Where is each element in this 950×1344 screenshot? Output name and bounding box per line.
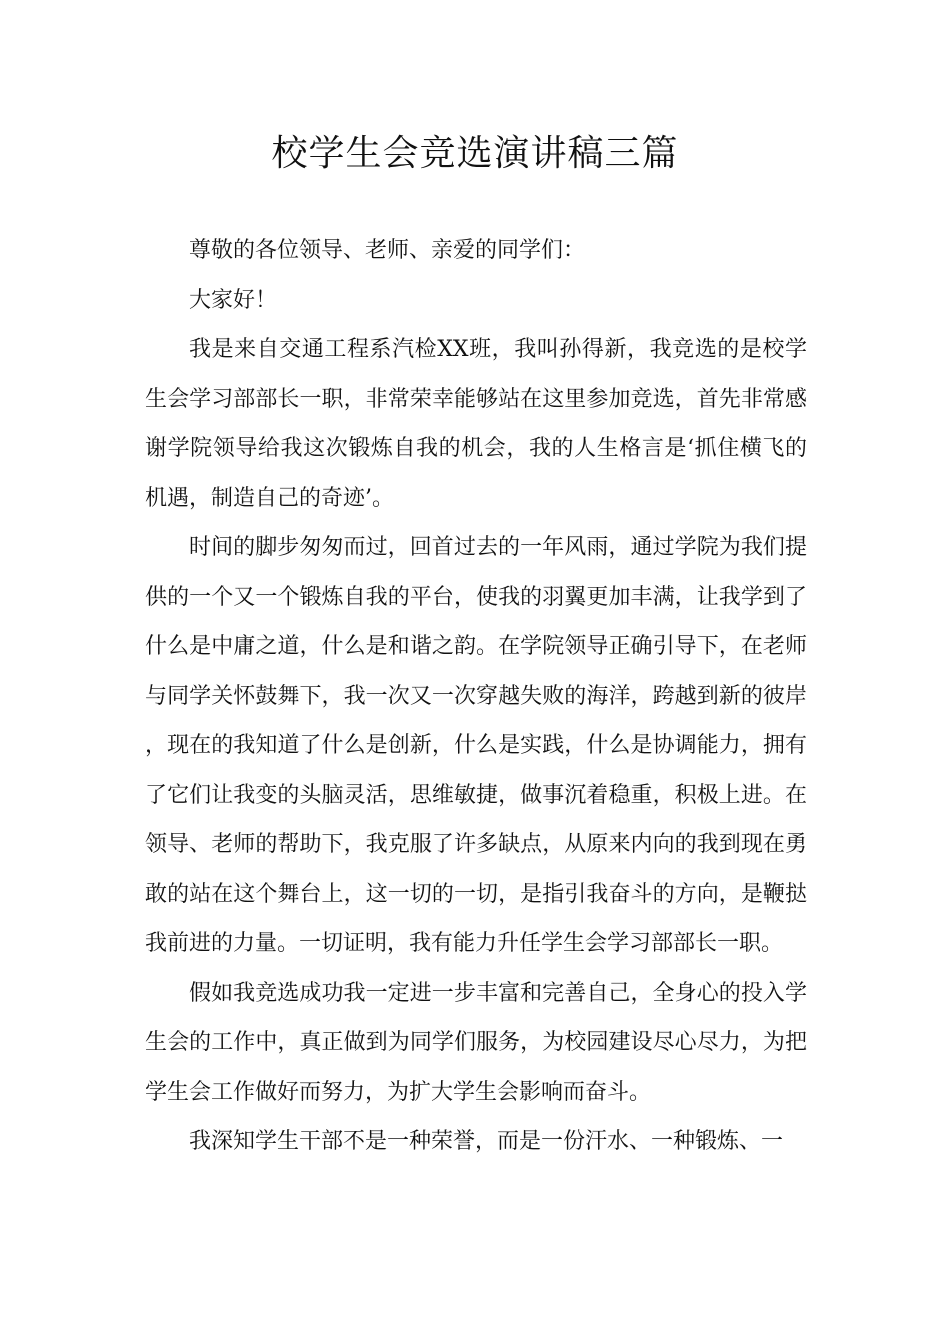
- document-body: [145, 226, 807, 1167]
- page-title: 校学生会竞选演讲稿三篇: [271, 133, 679, 174]
- paragraph-greeting: 尊敬的各位领导、老师、亲爱的同学们：: [189, 238, 586, 263]
- paragraph-understanding: 我深知学生干部不是一种荣誉，而是一份汗水、一种锻炼、一: [189, 1129, 784, 1154]
- paragraph-commitment: 假如我竞选成功我一定进一步丰富和完善自己，全身心的投入学生会的工作中，真正做到为同学们服务，为校园建设尽心尽力，为把学生会工作做好而努力，为扩大学生会影响而奋斗。: [145, 980, 807, 1105]
- paragraph-introduction: 我是来自交通工程系汽检XX班，我叫孙得新，我竞选的是校学生会学习部部长一职，非常荣幸能够站在这里参加竞选，首先非常感谢学院领导给我这次锻炼自我的机会，我的人生格言是‘抓住横飞的机遇，制造自己的奇迹’。: [145, 337, 807, 511]
- paragraph-experience: 时间的脚步匆匆而过，回首过去的一年风雨，通过学院为我们提供的一个又一个锻炼自我的平台，使我的羽翼更加丰满，让我学到了什么是中庸之道，什么是和谐之韵。在学院领导正确引导下，在老师与同学关怀鼓舞下，我一次又一次穿越失败的海洋，跨越到新的彼岸，现在的我知道了什么是创新，什么是实践，什么是协调能力，拥有了它们让我变的头脑灵活，思维敏捷，做事沉着稳重，积极上进。在领导、老师的帮助下，我克服了许多缺点，从原来内向的我到现在勇敢的站在这个舞台上，这一切的一切，是指引我奋斗的方向，是鞭挞我前进的力量。一切证明，我有能力升任学生会学习部部长一职。: [145, 535, 807, 956]
- paragraph-hello: 大家好！: [189, 287, 278, 313]
